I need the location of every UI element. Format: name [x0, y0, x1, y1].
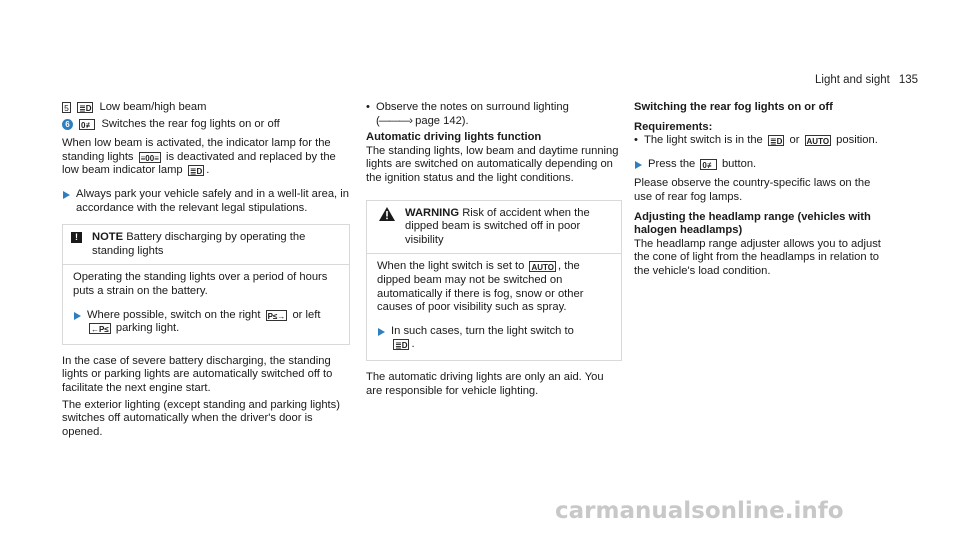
column-left [62, 101, 350, 439]
section-title: Light and sight [815, 74, 890, 86]
page-reference-arrow: (———› [376, 114, 413, 127]
note-text: Operating the standing lights over a period of hours puts a strain on the battery. [73, 271, 328, 297]
legend-item-5 [62, 101, 350, 115]
instruction-step: Always park your vehicle safely and in a well-lit area, in accordance with the relevant legal stipulations. [62, 188, 350, 215]
auto-light-icon: AUTO [531, 263, 555, 273]
note-body [63, 265, 349, 343]
page-reference-link[interactable]: page 142). [415, 114, 469, 127]
low-beam-icon: ≣D [769, 137, 783, 147]
legend-text: Low beam/high beam [99, 101, 207, 113]
page-header [815, 74, 918, 88]
right-parking-light-icon: P≤→ [267, 311, 286, 321]
rear-fog-light-icon: 0≢ [81, 120, 94, 130]
watermark: carmanualsonline.info [555, 498, 844, 524]
warning-text: When the light switch is set to AUTO , the dipped beam may not be switched on automatically if there is fog, snow or other causes of poor visibility such as spray. [377, 260, 584, 314]
note-label: NOTE [92, 231, 124, 244]
legend-text: Switches the rear fog lights on or off [101, 117, 280, 130]
section-heading: Automatic driving lights function [366, 131, 542, 144]
warning-label: WARNING [405, 206, 460, 219]
warning-body [367, 254, 621, 360]
left-parking-light-icon: ←P≤ [91, 325, 109, 335]
standing-lights-icon: ≡00≡ [140, 153, 159, 163]
note-header [63, 225, 349, 265]
low-beam-icon: ≣D [79, 104, 92, 114]
paragraph-battery: In the case of severe battery discharging, the standing lights or parking lights are automatically switched off to facilitate the next engine start. [62, 354, 333, 394]
paragraph-country-laws: Please observe the country-specific laws on the use of rear fog lamps. [634, 177, 871, 203]
instruction-step-fog: Press the 0≢ button. [634, 158, 890, 172]
note-step: Where possible, switch on the right P≤→ or left ←P≤ parking light. [73, 309, 339, 336]
callout-marker-6: 6 [62, 119, 73, 130]
page-number: 135 [898, 74, 918, 86]
rear-fog-light-icon: 0≢ [702, 160, 715, 170]
paragraph-low-beam: When low beam is activated, the indicator lamp for the standing lights ≡00≡ is deactivated and replaced by the low beam indicator lamp ≣D . [62, 137, 336, 177]
column-right [634, 101, 890, 279]
paragraph-automatic: The standing lights, low beam and daytime running lights are switched on automatically depending on the ignition status and the light conditions. [366, 144, 619, 184]
column-middle [366, 101, 622, 398]
bullet-surround-lighting: • Observe the notes on surround lighting (———› page 142). [366, 101, 622, 128]
callout-marker-5: 5 [62, 102, 71, 113]
paragraph-exterior-lighting: The exterior lighting (except standing and parking lights) switches off automatically when the driver's door is opened. [62, 398, 340, 438]
section-heading-headlamp: Adjusting the headlamp range (vehicles with halogen headlamps) [634, 210, 871, 237]
warning-triangle-icon [379, 207, 395, 221]
requirements-label: Requirements: [634, 120, 713, 133]
note-title: Battery discharging by operating the standing lights [92, 231, 306, 257]
warning-title: Risk of accident when the dipped beam is switched off in poor visibility [405, 206, 590, 246]
warning-header [367, 201, 621, 255]
requirement-item: • The light switch is in the ≣D or AUTO position. [634, 134, 890, 148]
legend-item-6 [62, 118, 350, 132]
exclamation-icon: ! [71, 232, 82, 243]
warning-step: In such cases, turn the light switch to ≣D . [377, 325, 611, 352]
section-heading-fog: Switching the rear fog lights on or off [634, 101, 833, 113]
low-beam-icon: ≣D [395, 341, 408, 351]
paragraph-headlamp-range: The headlamp range adjuster allows you to adjust the cone of light from the headlamps in relation to the vehicle's load condition. [634, 237, 881, 277]
paragraph-aid: The automatic driving lights are only an aid. You are responsible for vehicle lighting. [366, 370, 604, 397]
warning-box [366, 200, 622, 361]
note-box [62, 224, 350, 345]
auto-light-icon: AUTO [806, 137, 830, 147]
low-beam-icon: ≣D [189, 167, 203, 177]
